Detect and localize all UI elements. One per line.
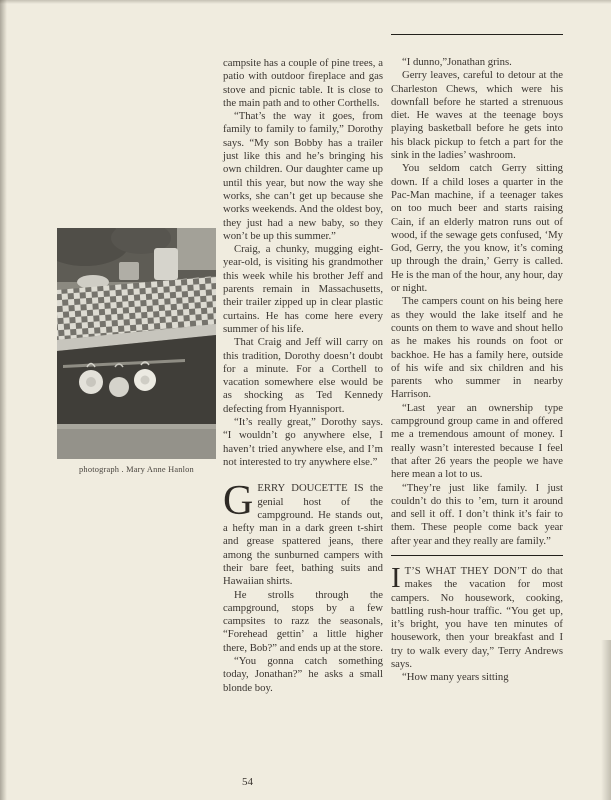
paragraph: “Last year an ownership type campground group came in and offered me a tremendous amount of money. I really wasn’t interested because I feel that after 26 years the people we have here mean a lot to us. bbox=[391, 401, 563, 481]
section-text: T’S WHAT THEY DON’T do that makes the vacation for most campers. No housework, cooking, battling rush-hour traffic. “You get up, it’s bright, you have ten minutes of housework, then your breakfast and I try to walk every day,” Terry Andrews says. bbox=[391, 564, 563, 671]
paragraph: Craig, a chunky, mugging eight-year-old, is visiting his grandmother this week while his brother Jeff and parents remain in Massachusetts, their trailer zipped up in clear plastic curtains. He has come here every summer of his life. bbox=[223, 243, 383, 335]
paragraph: “I dunno,”Jonathan grins. bbox=[402, 56, 512, 68]
section-gerry-doucette bbox=[223, 478, 383, 588]
section-text: ERRY DOUCETTE IS the genial host of the campground. He stands out, a hefty man in a dark green t-shirt and grease spattered jeans, there among the sunburned campers with their bare feet, bathing suits and Hawaiian shirts. bbox=[223, 482, 383, 588]
campsite-photo bbox=[57, 228, 216, 459]
paragraph: campsite has a couple of pine trees, a patio with outdoor fireplace and gas stove and picnic table. It is close to the main path and to other Corthells. bbox=[223, 57, 383, 109]
paragraph: He strolls through the campground, stops by a few campsites to razz the seasonals, “Forehead gettin’ a little higher there, Bob?” and ends up at the store. bbox=[223, 588, 383, 654]
paragraph: You seldom catch Gerry sitting down. If a child loses a quarter in the Pac-Man machine, if a teenager takes on too much beer and starts raising Cain, if an elderly matron runs out of wood, if the sewage gets confused, ‘My God, Gerry, the you know, it’s coming up through the drain,’ Gerry is called. He is the man of the hour, any hour, day or night. bbox=[391, 162, 563, 295]
paragraph: “They’re just like family. I just couldn’t do this to ’em, turn it around and sell it off. I don’t think it’s fair to them. These people come back year after year and they really are family.” bbox=[391, 481, 563, 547]
paragraph: “It’s really great,” Dorothy says. “I wouldn’t go anywhere else, I haven’t tried anywhere else, and I’m not interested to try anywhere else.” bbox=[223, 416, 383, 468]
paragraph: That Craig and Jeff will carry on this tradition, Dorothy doesn’t doubt for a minute. For a Corthell to vacation somewhere else would be as shocking as Ted Kennedy defecting from Hyannisport. bbox=[223, 336, 383, 415]
dropcap-i: I bbox=[391, 561, 401, 594]
photo-figure bbox=[57, 228, 216, 474]
section-its-what-they-dont bbox=[391, 561, 563, 671]
page-number: 54 bbox=[242, 776, 253, 788]
paragraph: The campers count on his being here as they would the lake itself and he counts on them to wave and shout hello as he makes his rounds on foot or backhoe. He has a family here, outside of his wife and six children and his parents who summer in nearby Harrison. bbox=[391, 295, 563, 401]
scan-edge-shadow-left bbox=[0, 0, 7, 800]
paragraph: Gerry leaves, careful to detour at the Charleston Chews, which were his downfall before he started a strenuous diet. He waves at the teenage boys playing basketball before he gets into his black pickup to fetch a part for the sink in the ladies’ washroom. bbox=[391, 69, 563, 162]
scan-edge-shadow-top bbox=[0, 0, 611, 4]
column-top-rule bbox=[391, 34, 563, 35]
paragraph: “You gonna catch something today, Jonathan?” he asks a small blonde boy. bbox=[223, 655, 383, 694]
section-divider-rule bbox=[391, 555, 563, 556]
paragraph: “That’s the way it goes, from family to family to family,” Dorothy says. “My son Bobby has a trailer just like this and he’s bringing his own children. Our daughter came up until this year, but now the way she works, she can’t get up because she works weekends. And the oldest boy, they just had a new baby, so they won’t be up this summer.” bbox=[223, 110, 383, 242]
scan-edge-smudge-right bbox=[601, 640, 611, 800]
photo-caption: photograph . Mary Anne Hanlon bbox=[79, 465, 194, 474]
paragraph: “How many years sitting bbox=[402, 671, 509, 684]
dropcap-g: G bbox=[223, 478, 254, 525]
right-text-column bbox=[391, 34, 563, 685]
left-text-column bbox=[223, 57, 383, 695]
